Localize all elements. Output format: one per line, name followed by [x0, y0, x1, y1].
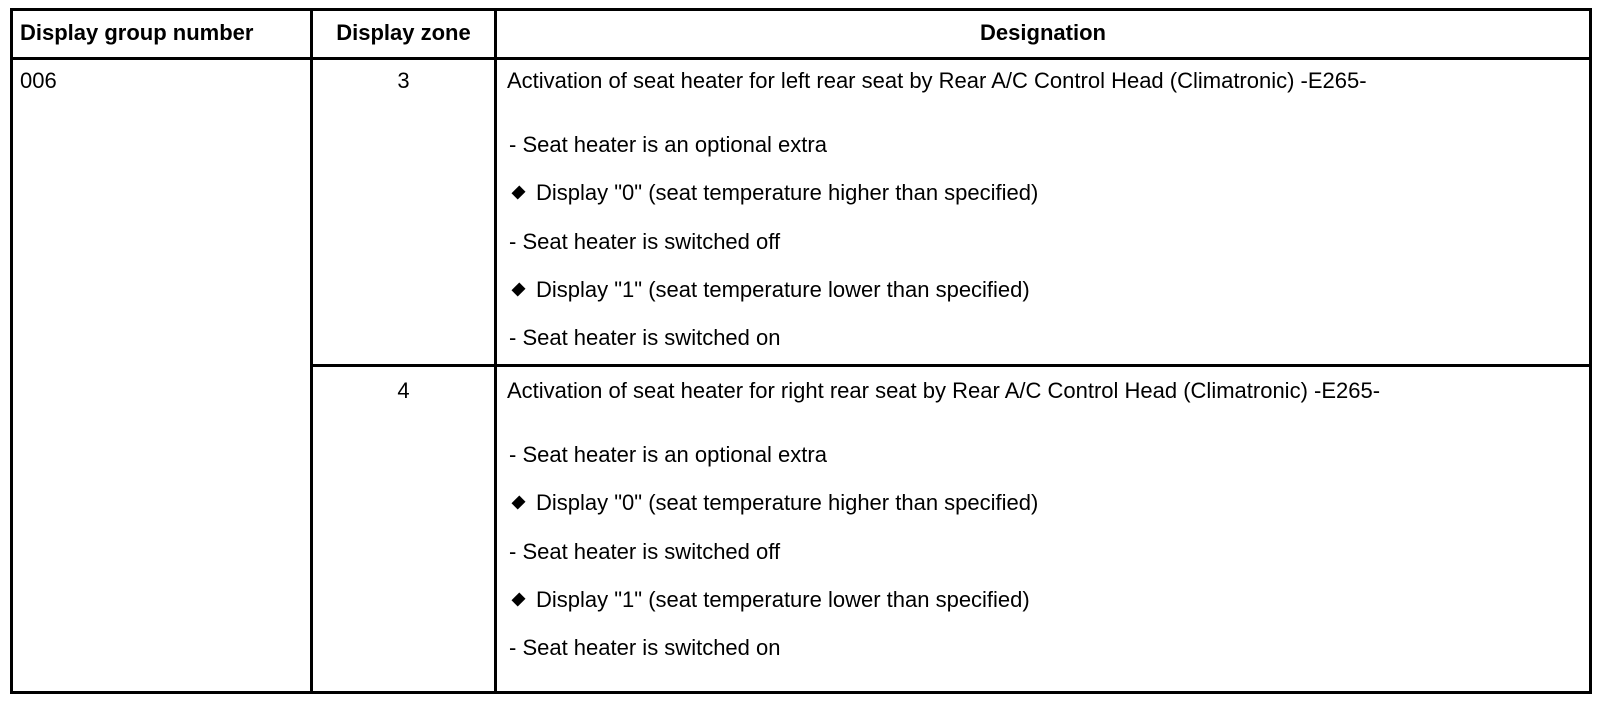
column-divider: [310, 8, 313, 694]
designation-bullet-text: Display "1" (seat temperature lower than specified): [536, 277, 1030, 302]
designation-line: - Seat heater is switched off: [509, 539, 781, 564]
designation-bullet-text: Display "1" (seat temperature lower than specified): [536, 587, 1030, 612]
diamond-bullet-icon: [511, 283, 525, 297]
designation-bullet-line: [509, 180, 1038, 206]
designation-bullet-line: [509, 490, 1038, 516]
designation-line: - Seat heater is switched on: [509, 325, 781, 350]
header-divider: [10, 57, 1592, 60]
designation-line: - Seat heater is switched on: [509, 635, 781, 660]
designation-bullet-line: [509, 277, 1030, 303]
diamond-bullet-icon: [511, 496, 525, 510]
designation-title: Activation of seat heater for left rear seat by Rear A/C Control Head (Climatronic) -E265-: [507, 68, 1367, 93]
zone-cell: 4: [397, 378, 410, 403]
diamond-bullet-icon: [511, 186, 525, 200]
designation-bullet-line: [509, 587, 1030, 613]
designation-line: - Seat heater is switched off: [509, 229, 781, 254]
column-divider: [494, 8, 497, 694]
row-divider: [310, 364, 1592, 367]
designation-title: Activation of seat heater for right rear seat by Rear A/C Control Head (Climatronic) -E265-: [507, 378, 1381, 403]
header-designation: Designation: [980, 20, 1106, 45]
diamond-bullet-icon: [511, 593, 525, 607]
zone-cell: 3: [397, 68, 410, 93]
designation-line: - Seat heater is an optional extra: [509, 442, 827, 467]
group-number-cell: 006: [20, 68, 57, 93]
designation-bullet-text: Display "0" (seat temperature higher than specified): [536, 180, 1039, 205]
header-display-zone: Display zone: [336, 20, 471, 45]
header-display-group-number: Display group number: [20, 20, 254, 45]
designation-bullet-text: Display "0" (seat temperature higher than specified): [536, 490, 1039, 515]
designation-line: - Seat heater is an optional extra: [509, 132, 827, 157]
